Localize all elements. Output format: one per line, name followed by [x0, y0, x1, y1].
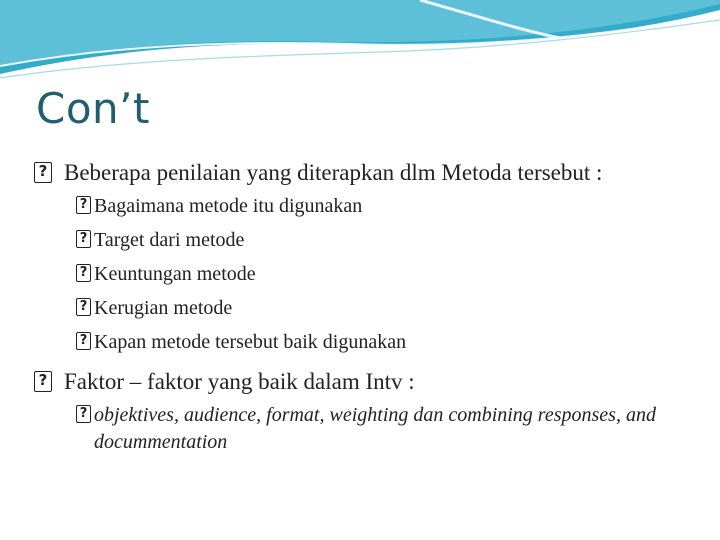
bullet-glyph-icon: ?	[76, 298, 91, 316]
sub-bullet-item	[30, 329, 700, 356]
sub-bullet-text: Kerugian metode	[94, 297, 233, 319]
bullet-text: Beberapa penilaian yang diterapkan dlm Metoda tersebut :	[64, 160, 603, 185]
bullet-glyph-icon: ?	[34, 162, 52, 183]
sub-bullet-text: objektives, audience, format, weighting dan combining responses, and docummentation	[94, 404, 656, 453]
bullet-text: Faktor – faktor yang baik dalam Intv :	[64, 369, 415, 394]
bullet-glyph-icon: ?	[76, 332, 91, 350]
bullet-glyph-icon: ?	[76, 196, 91, 214]
header-wave-decoration	[0, 0, 720, 90]
bullet-glyph-icon: ?	[76, 405, 91, 423]
sub-bullet-text: Kapan metode tersebut baik digunakan	[94, 331, 407, 353]
slide-title: Con’t	[36, 84, 150, 133]
bullet-glyph-icon: ?	[76, 230, 91, 248]
sub-bullet-item	[30, 295, 700, 322]
bullet-glyph-icon: ?	[76, 264, 91, 282]
bullet-glyph-icon: ?	[34, 371, 52, 392]
sub-bullet-item	[30, 402, 700, 456]
sub-bullet-text: Keuntungan metode	[94, 263, 256, 285]
bullet-item	[30, 158, 700, 187]
sub-bullet-item	[30, 193, 700, 220]
sub-bullet-text: Bagaimana metode itu digunakan	[94, 195, 363, 217]
sub-bullet-text: Target dari metode	[94, 229, 245, 251]
bullet-list	[30, 158, 700, 463]
sub-bullet-item	[30, 227, 700, 254]
sub-bullet-item	[30, 261, 700, 288]
bullet-item	[30, 367, 700, 396]
